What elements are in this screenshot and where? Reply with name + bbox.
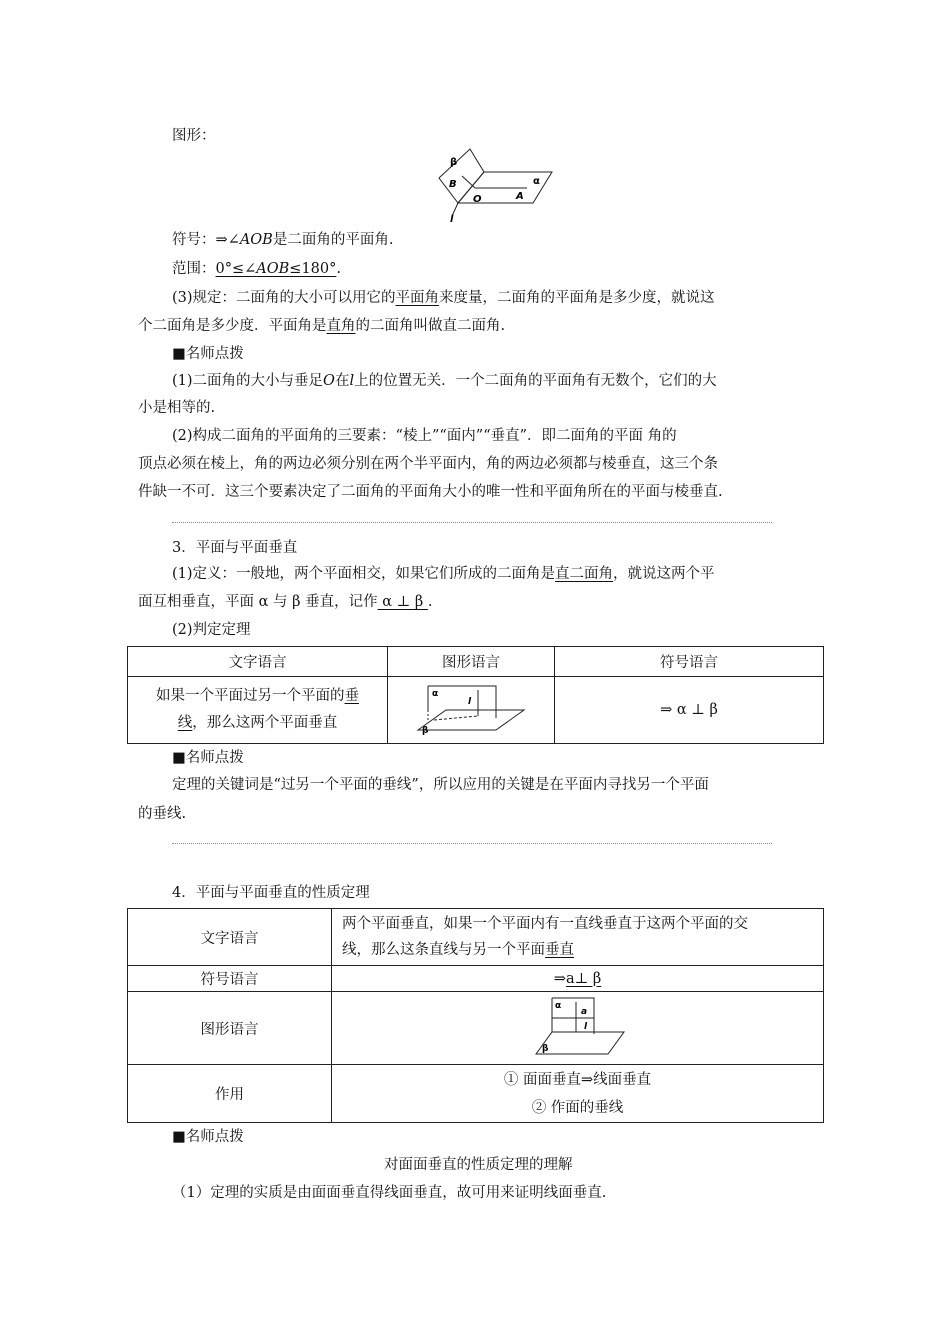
fig2-beta: β [422,726,429,736]
fig1-alpha: α [533,176,540,187]
symbol-line: 符号：⇒∠AOB是二面角的平面角. [172,232,394,248]
sec3-title: 3．平面与平面垂直 [172,540,298,556]
row-usage-label: 作用 [128,1065,332,1123]
judgement-theorem-table [127,646,824,744]
property-theorem-table [127,908,824,1123]
perpendicular-planes-figure [416,682,526,738]
row-figure-language-label: 图形语言 [128,992,332,1065]
fig1-beta: β [450,157,458,168]
tip1-heading: ■名师点拨 [172,346,244,362]
fig2-l: l [468,697,472,707]
sec4-tip-title: 对面面垂直的性质定理的理解 [384,1157,573,1173]
cell-text-language: 如果一个平面过另一个平面的垂 线，那么这两个平面垂直 [128,677,388,744]
sec3-tip-line2: 的垂线. [138,806,187,822]
row-figure-language-value [332,992,824,1065]
row-text-language-label: 文字语言 [128,909,332,966]
section-divider [172,522,772,523]
tip1-p1-line2: 小是相等的. [138,400,216,416]
row-symbol-language-value: ⇒a⊥ β [332,966,824,992]
rule3-line2: 个二面角是多少度．平面角是直角的二面角叫做直二面角. [138,318,506,334]
fig3-l: l [583,1022,587,1032]
fig1-a: A [516,191,524,202]
header-figure-language: 图形语言 [388,647,555,677]
cell-symbol-language: ⇒ α ⊥ β [555,677,824,744]
cell-figure-language [388,677,555,744]
sec3-def-line2: 面互相垂直，平面 α 与 β 垂直，记作 α ⊥ β . [138,594,433,610]
row-usage-value: ① 面面垂直⇒线面垂直 ② 作面的垂线 [332,1065,824,1123]
property-theorem-figure [528,996,628,1060]
row-text-language-value: 两个平面垂直，如果一个平面内有一直线垂直于这两个平面的交 线，那么这条直线与另一个平面垂直 [332,909,824,966]
sec3-def-line1: (1)定义：一般地，两个平面相交，如果它们所成的二面角是直二面角，就说这两个平 [172,566,715,582]
fig3-beta: β [541,1044,548,1054]
header-symbol-language: 符号语言 [555,647,824,677]
dihedral-angle-figure [430,148,555,223]
range-line: 范围：0°≤∠AOB≤180°. [172,261,341,277]
fig1-l: l [450,214,454,223]
figure-label: 图形： [172,128,216,144]
fig1-o: O [473,194,482,205]
fig3-a: a [580,1007,587,1017]
fig1-b: B [449,179,457,190]
tip1-p2-line1: (2)构成二面角的平面角的三要素：“棱上”“面内”“垂直”．即二面角的平面 角的 [172,428,677,444]
sec3-judge-title: (2)判定定理 [172,622,251,638]
sec4-tip-heading: ■名师点拨 [172,1129,244,1145]
row-symbol-language-label: 符号语言 [128,966,332,992]
tip1-p1-line1: (1)二面角的大小与垂足O在l上的位置无关．一个二面角的平面角有无数个，它们的大 [172,373,717,389]
sec3-tip-line1: 定理的关键词是“过另一个平面的垂线”，所以应用的关键是在平面内寻找另一个平面 [172,777,709,793]
sec4-tip-p1: （1）定理的实质是由面面垂直得线面垂直，故可用来证明线面垂直. [172,1185,607,1201]
section-divider [172,843,772,844]
tip1-p2-line3: 件缺一不可．这三个要素决定了二面角的平面角大小的唯一性和平面角所在的平面与棱垂直. [138,484,723,500]
tip1-p2-line2: 顶点必须在棱上，角的两边必须分别在两个半平面内，角的两边必须都与棱垂直，这三个条 [138,456,718,472]
fig2-alpha: α [432,689,439,699]
rule3-line1: (3)规定：二面角的大小可以用它的平面角来度量，二面角的平面角是多少度，就说这 [172,290,715,306]
sec3-tip-heading: ■名师点拨 [172,750,244,766]
header-text-language: 文字语言 [128,647,388,677]
fig3-alpha: α [554,1001,561,1011]
sec4-title: 4．平面与平面垂直的性质定理 [172,885,370,901]
